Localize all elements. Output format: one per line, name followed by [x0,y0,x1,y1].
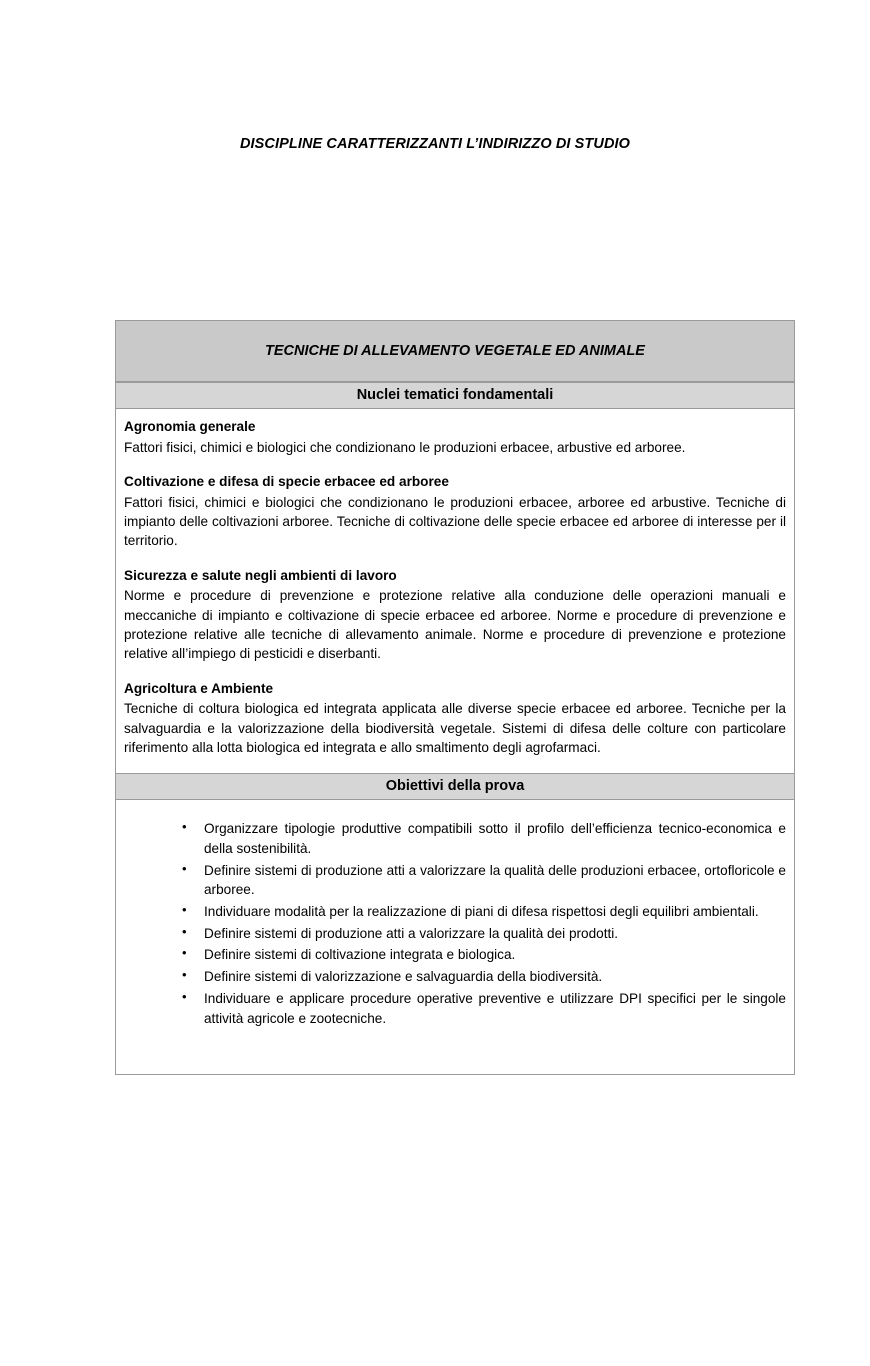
list-item-text: Definire sistemi di produzione atti a valorizzare la qualità delle produzioni erbacee, ortofloricole e arboree. [204,862,786,898]
list-item-text: Definire sistemi di coltivazione integrata e biologica. [204,947,516,963]
nuclei-item-heading: Agricoltura e Ambiente [124,680,274,696]
list-item [182,924,786,944]
list-item [182,967,786,987]
bullet-icon: • [182,902,187,918]
nuclei-item [124,680,786,758]
subject-header: TECNICHE DI ALLEVAMENTO VEGETALE ED ANIMALE [116,321,794,382]
nuclei-item [124,418,786,457]
bullet-icon: • [182,923,187,939]
section-header-obiettivi: Obiettivi della prova [116,773,794,800]
list-item [182,902,786,922]
bullet-icon: • [182,945,187,961]
section-header-nuclei: Nuclei tematici fondamentali [116,382,794,409]
list-item-text: Individuare e applicare procedure operative preventive e utilizzare DPI specifici per le singole attività agricole e zootecniche. [204,990,786,1026]
list-item-text: Definire sistemi di valorizzazione e salvaguardia della biodiversità. [204,969,603,985]
list-item [182,819,786,858]
obiettivi-content [116,800,794,1074]
nuclei-item-heading: Sicurezza e salute negli ambienti di lavoro [124,567,397,583]
subject-table [115,320,795,1075]
obiettivi-list [124,819,786,1028]
bullet-icon: • [182,860,187,876]
list-item-text: Definire sistemi di produzione atti a valorizzare la qualità dei prodotti. [204,925,619,941]
bullet-icon: • [182,988,187,1004]
list-item-text: Individuare modalità per la realizzazione di piani di difesa rispettosi degli equilibri ambientali. [204,904,759,920]
list-item [182,945,786,965]
nuclei-item-heading: Agronomia generale [124,419,256,434]
nuclei-item [124,567,786,664]
document-page [0,136,870,1366]
nuclei-item-text: Norme e procedure di prevenzione e protezione relative alla conduzione delle operazioni manuali e meccaniche di impianto e coltivazione di specie erbacee ed arboree. Norme e procedure di prevenzione e protezione relative alle tecniche di allevamento animale. Norme e procedure di prevenzione e protezione relative all’impiego di pesticidi e diserbanti. [124,588,786,662]
list-item [182,861,786,900]
list-item [182,989,786,1028]
nuclei-item-text: Tecniche di coltura biologica ed integrata applicata alle diverse specie erbacee ed arboree. Tecniche per la salvaguardia e la valorizzazione della biodiversità vegetale. Sistemi di difesa delle colture con particolare riferimento alla lotta biologica ed integrata e allo smaltimento degli agrofarmaci. [124,701,786,755]
bullet-icon: • [182,967,187,983]
bullet-icon: • [182,819,187,835]
nuclei-content [116,409,794,773]
page-title: DISCIPLINE CARATTERIZZANTI L’INDIRIZZO DI STUDIO [239,136,631,152]
nuclei-item [124,473,786,551]
nuclei-item-text: Fattori fisici, chimici e biologici che condizionano le produzioni erbacee, arboree ed arbustive. Tecniche di impianto delle coltivazioni arboree. Tecniche di coltivazione delle specie erbacee ed arboree di interesse per il territorio. [124,494,786,549]
nuclei-item-heading: Coltivazione e difesa di specie erbacee ed arboree [124,474,449,490]
nuclei-item-text: Fattori fisici, chimici e biologici che condizionano le produzioni erbacee, arbustive ed arboree. [124,439,686,455]
list-item-text: Organizzare tipologie produttive compatibili sotto il profilo dell’efficienza tecnico-economica e della sostenibilità. [204,821,786,856]
